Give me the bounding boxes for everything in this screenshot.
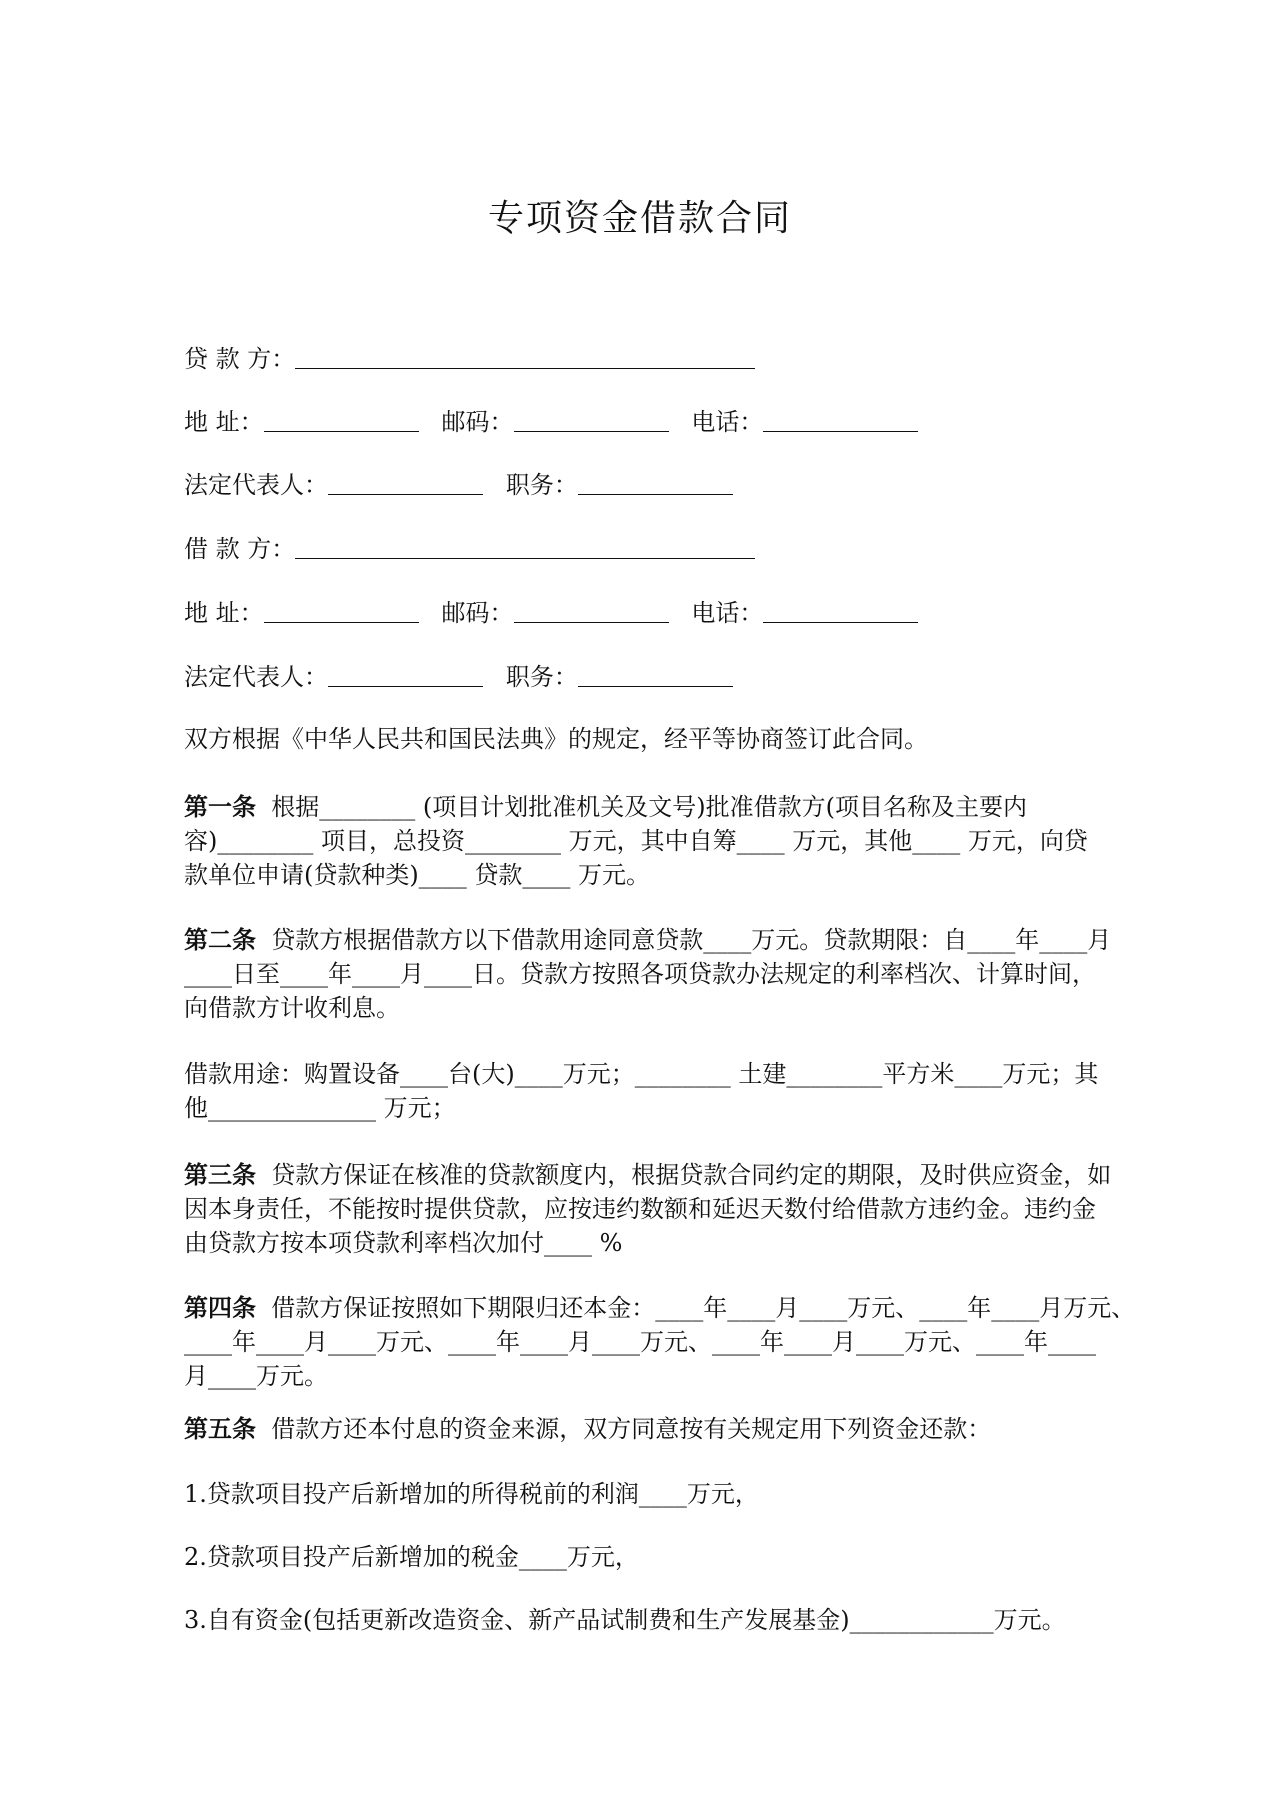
document-title: 专项资金借款合同 [487,198,792,239]
lender-position-label: 职务： [505,471,578,499]
borrower-rep-label: 法定代表人： [184,663,328,691]
borrower-party-line [184,532,1174,566]
borrower-address-blank[interactable] [264,598,419,623]
lender-address-blank[interactable] [264,407,419,432]
article-2 [184,923,1174,1025]
article-2-line-3: 向借款方计收利息。 [184,994,400,1022]
repayment-item-2: 2.贷款项目投产后新增加的税金____万元， [184,1543,639,1571]
article-4-line-1: 借款方保证按照如下期限归还本金：____年____月____万元、____年____月万元、 [271,1294,1136,1322]
article-4-heading: 第四条 [184,1293,256,1322]
article-5-heading: 第五条 [184,1414,256,1443]
article-1-line-2: 容)________ 项目，总投资________ 万元，其中自筹____ 万元，其他____ 万元，向贷 [184,827,1088,855]
lender-party-blank[interactable] [295,344,755,369]
article-5 [184,1412,1174,1446]
article-1-line-1: 根据________ (项目计划批准机关及文号)批准借款方(项目名称及主要内 [271,793,1027,821]
borrower-address-line [184,596,1174,630]
lender-address-line [184,405,1174,439]
lender-postcode-blank[interactable] [514,407,669,432]
borrower-postcode-label: 邮码： [441,599,514,627]
borrower-phone-label: 电话： [691,599,764,627]
borrower-rep-blank[interactable] [328,662,483,687]
lender-party-label: 贷 款 方： [184,345,296,373]
lender-postcode-label: 邮码： [441,408,514,436]
article-3-line-2: 因本身责任，不能按时提供贷款，应按违约数额和延迟天数付给借款方违约金。违约金 [184,1195,1096,1223]
article-5-text: 借款方还本付息的资金来源，双方同意按有关规定用下列资金还款： [271,1415,992,1443]
borrower-position-blank[interactable] [578,662,733,687]
lender-address-label: 地 址： [184,408,264,436]
article-3 [184,1158,1174,1260]
usage-line-1: 借款用途：购置设备____台(大)____万元；________ 土建________平方米____万元；其 [184,1060,1099,1088]
usage-line-2: 他______________ 万元； [184,1094,456,1122]
lender-phone-label: 电话： [691,408,764,436]
article-1-heading: 第一条 [184,792,256,821]
loan-usage [184,1057,1174,1125]
article-2-line-1: 贷款方根据借款方以下借款用途同意贷款____万元。贷款期限：自____年____月 [271,926,1112,954]
borrower-address-label: 地 址： [184,599,264,627]
article-4 [184,1291,1174,1393]
lender-party-line [184,342,1174,376]
lender-position-blank[interactable] [578,470,733,495]
borrower-party-label: 借 款 方： [184,535,296,563]
article-4-line-3: 月____万元。 [184,1362,328,1390]
article-3-heading: 第三条 [184,1160,256,1189]
article-1 [184,790,1174,892]
article-3-line-1: 贷款方保证在核准的贷款额度内，根据贷款合同约定的期限，及时供应资金，如 [271,1161,1112,1189]
lender-rep-line [184,468,1174,502]
article-2-heading: 第二条 [184,925,256,954]
repayment-item-3: 3.自有资金(包括更新改造资金、新产品试制费和生产发展基金)____________万元。 [184,1606,1066,1634]
repayment-item-1: 1.贷款项目投产后新增加的所得税前的利润____万元， [184,1480,759,1508]
borrower-phone-blank[interactable] [763,598,918,623]
intro-paragraph: 双方根据《中华人民共和国民法典》的规定，经平等协商签订此合同。 [184,725,928,753]
borrower-position-label: 职务： [505,663,578,691]
borrower-party-blank[interactable] [295,534,755,559]
lender-rep-label: 法定代表人： [184,471,328,499]
article-4-line-2: ____年____月____万元、____年____月____万元、____年____月____万元、____年____ [184,1328,1096,1356]
article-2-line-2: ____日至____年____月____日。贷款方按照各项贷款办法规定的利率档次、计算时间， [184,960,1096,988]
lender-phone-blank[interactable] [763,407,918,432]
lender-rep-blank[interactable] [328,470,483,495]
borrower-rep-line [184,660,1174,694]
article-1-line-3: 款单位申请(贷款种类)____ 贷款____ 万元。 [184,861,650,889]
borrower-postcode-blank[interactable] [514,598,669,623]
article-3-line-3: 由贷款方按本项贷款利率档次加付____ % [184,1229,623,1257]
